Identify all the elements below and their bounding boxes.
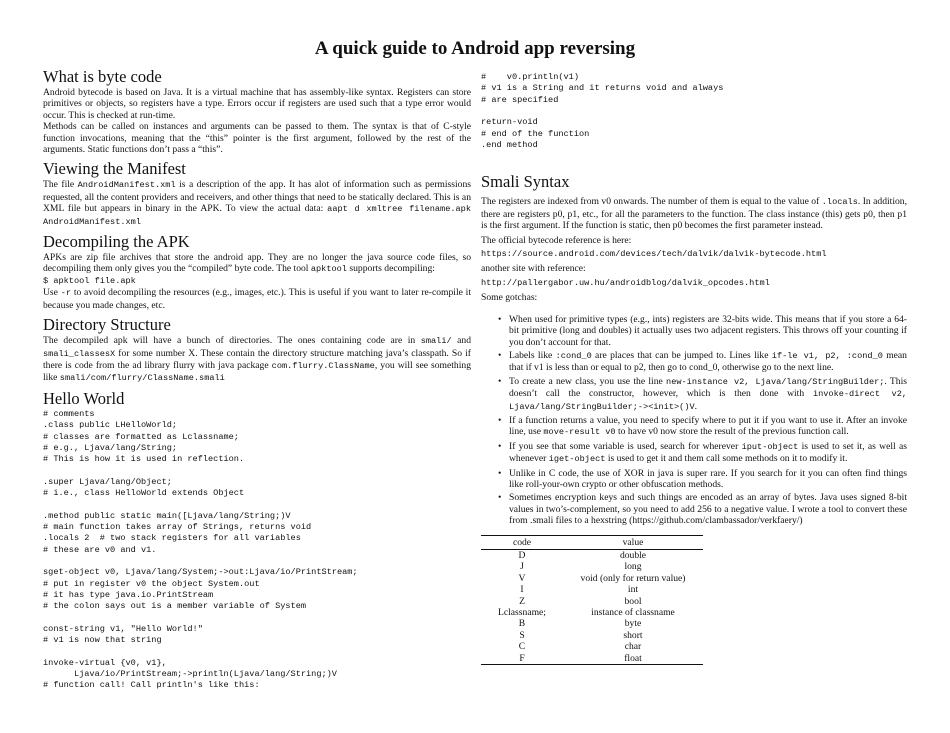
- hello-code-block-8: return-void # end of the function .end method: [481, 117, 590, 151]
- smali-text-2: . In addition, there are registers p0, p1, etc., for all the parameters to the function. The class instance (this) gets p0, then p1 is the first argument. If the function is static, then p0 becomes the first parameter instead.: [481, 196, 908, 232]
- manifest-paragraph: [43, 179, 471, 228]
- type-value-cell: float: [563, 653, 703, 665]
- section-heading-manifest: Viewing the Manifest: [43, 159, 186, 179]
- smali-paragraph-registers: [481, 196, 907, 231]
- hello-code-block-2: .super Ljava/lang/Object; # i.e., class HelloWorld extends Object: [43, 476, 245, 499]
- manifest-text-2: is a description of the app. It has alot of information such as permissions requested, all the content providers and receivers, and other things that need to be statically declared. This is an XML file but appears in binary in the APK. To view the actual data:: [43, 179, 472, 215]
- gotcha-vars-text-2: is used to set it, as well as whenever: [509, 440, 907, 465]
- decompile-text-1: APKs are zip file archives that store the android app. They are no longer the java source code files, so decompiling them only gives you the “compiled” byte code. The tool: [43, 252, 471, 275]
- table-row: [481, 561, 703, 572]
- type-table-header-value: value: [563, 535, 703, 549]
- gotcha-vars-code-2: iget-object: [548, 454, 606, 465]
- type-code-cell: J: [520, 561, 524, 573]
- manifest-text-1: The file: [43, 179, 78, 191]
- section-decompile: [43, 231, 471, 311]
- smali-reference-url: https://source.android.com/devices/tech/dalvik/dalvik-bytecode.html: [481, 249, 827, 260]
- gotcha-item-variables: [509, 441, 907, 466]
- hello-code-block-3: .method public static main([Ljava/lang/String;)V # main function takes array of Strings, returns void .locals 2 # two stack registers for all variables # these are v0 and v1.: [43, 510, 312, 555]
- gotcha-newclass-text-3: .: [694, 400, 698, 412]
- directory-text-2: and: [451, 335, 471, 347]
- type-table-header-row: [481, 535, 703, 549]
- gotcha-item-labels: [509, 350, 907, 374]
- gotcha-return-text-2: to have v0 now store the result of the previous function call.: [615, 426, 849, 438]
- type-value-cell: instance of classname: [591, 607, 675, 619]
- gotcha-item-encryption: • Sometimes encryption keys and such things are encoded as an array of bytes. Java uses signed 8-bit values in two’s-complement, so you need to add 256 to a negative value. I wrote a tool to convert these from .smali files to a hexstring (https://github.com/clambassador/verkfaery/): [509, 492, 907, 526]
- gotcha-labels-text-2: are places that can be jumped to. Lines like: [591, 349, 772, 361]
- type-code-cell: S: [519, 629, 525, 641]
- gotcha-newclass-code-1: new-instance v2, Ljava/lang/StringBuilder;: [666, 376, 885, 387]
- left-column: [43, 66, 471, 692]
- decompile-text-3: Use: [43, 287, 61, 299]
- type-value-cell: bool: [624, 595, 642, 607]
- smali-site-label: another site with reference:: [481, 263, 586, 275]
- type-code-cell: Z: [519, 595, 525, 607]
- manifest-code-file: AndroidManifest.xml: [77, 180, 176, 191]
- gotcha-labels-text-3: mean that if v1 is less than or equal to p2, then go to cond_0, otherwise go to the next line.: [509, 349, 907, 374]
- gotcha-vars-code-1: iput-object: [741, 441, 799, 452]
- gotcha-item-registers: • When used for primitive types (e.g., ints) registers are 32-bits wide. This means that if you store a 64-bit primitive (long and doubles) it actually uses two adjacent registers. This throws off your counting if you don’t account for that.: [509, 314, 907, 348]
- decompile-text-2: supports decompiling:: [346, 263, 435, 275]
- page-title: A quick guide to Android app reversing: [314, 38, 636, 59]
- hello-code-block-6: invoke-virtual {v0, v1}, Ljava/io/PrintStream;->println(Ljava/lang/String;)V # function call! Call println's like this:: [43, 657, 337, 691]
- gotcha-item-new-class: [509, 376, 907, 413]
- section-heading-bytecode: What is byte code: [43, 67, 162, 86]
- gotcha-labels-code-2: if-le v1, p2, :cond_0: [771, 350, 883, 361]
- table-row: [481, 618, 703, 629]
- table-row: [481, 641, 703, 652]
- type-table-header-code: code: [481, 535, 563, 549]
- table-row: [481, 653, 703, 665]
- gotcha-item-return-value: [509, 415, 907, 439]
- smali-text-1: The registers are indexed from v0 onwards. The number of them is equal to the value of: [481, 196, 822, 208]
- smali-reference-label: The official bytecode reference is here:: [481, 234, 632, 246]
- directory-text-3: for some number X. These contain the directory structure matching java’s classpath. So if there is code from the ad library flurry with java package: [43, 347, 471, 371]
- section-directory: [43, 314, 471, 385]
- gotcha-item-xor: • Unlike in C code, the use of XOR in java is super rare. If you search for it you can often find things like roll-your-own crypto or other obfuscation methods.: [509, 468, 907, 491]
- type-code-cell: Lclassname;: [498, 607, 546, 619]
- type-value-cell: char: [624, 641, 642, 653]
- directory-code-smali: smali/: [420, 336, 452, 347]
- table-row: [481, 630, 703, 641]
- type-value-cell: int: [627, 584, 639, 596]
- decompile-text-4: to avoid decompiling the resources (e.g., images, etc.). This is useful if you want to later re-compile it because you made changes, etc.: [43, 287, 471, 311]
- type-value-cell: long: [624, 561, 642, 573]
- smali-gotchas-label: Some gotchas:: [481, 292, 538, 304]
- smali-site-url: http://pallergabor.uw.hu/androidblog/dalvik_opcodes.html: [481, 277, 770, 288]
- gotcha-newclass-code-2: invoke-direct v2, Ljava/lang/StringBuilder;-><init>()V: [509, 389, 908, 412]
- decompile-code-flag: -r: [60, 288, 72, 299]
- manifest-code-command: aapt d xmltree filename.apk AndroidManifest.xml: [43, 204, 471, 227]
- section-hello-world: [43, 388, 471, 692]
- gotcha-newclass-text-1: To create a new class, you use the line: [509, 375, 667, 387]
- type-code-cell: I: [520, 584, 524, 596]
- gotcha-labels-code-1: :cond_0: [555, 350, 592, 361]
- section-heading-hello-world: Hello World: [43, 388, 125, 408]
- directory-code-package: com.flurry.ClassName: [271, 360, 375, 371]
- section-smali: [481, 171, 907, 526]
- decompile-code-tool: apktool: [310, 264, 347, 275]
- table-row: [481, 607, 703, 618]
- gotcha-return-code: move-result v0: [543, 427, 616, 438]
- type-value-cell: byte: [624, 618, 642, 630]
- gotcha-newclass-text-2: . This doesn’t call the constructor, however, which is then done with: [509, 375, 907, 400]
- gotcha-vars-text-3: is used to get it and them call some methods on it to modify it.: [605, 453, 848, 465]
- directory-text-1: The decompiled apk will have a bunch of directories. The ones containing code are in: [43, 335, 421, 347]
- section-manifest: [43, 158, 471, 228]
- directory-paragraph: [43, 335, 471, 385]
- table-row: [481, 550, 703, 562]
- type-value-cell: void (only for return value): [580, 572, 686, 584]
- table-row: [481, 596, 703, 607]
- type-code-cell: B: [518, 618, 526, 630]
- decompile-paragraph-1: [43, 252, 471, 276]
- gotchas-list: [481, 314, 907, 527]
- directory-code-classes: smali_classesX: [43, 348, 116, 359]
- hello-code-block-4: sget-object v0, Ljava/lang/System;->out:Ljava/io/PrintStream; # put in register v0 the object System.out # it has type java.io.PrintStream # the colon says out is a member variable of System: [43, 567, 358, 612]
- bytecode-paragraph-1: Android bytecode is based on Java. It is a virtual machine that has assembly-like syntax. Registers can store primitives or objects, so registers have a type. Errors occur if registers are used such that a type error would occur. This is checked at run-time.: [43, 87, 471, 121]
- gotcha-return-text-1: If a function returns a value, you need to specify where to put it if you want to use it. After an invoke line, use: [509, 414, 907, 438]
- hello-code-block-7: # v0.println(v1) # v1 is a String and it returns void and always # are specified: [481, 72, 724, 105]
- section-heading-smali: Smali Syntax: [481, 172, 570, 192]
- gotcha-vars-text-1: If you see that some variable is used, search for wherever: [509, 440, 742, 452]
- type-code-cell: V: [518, 572, 526, 584]
- type-value-cell: short: [623, 629, 643, 641]
- directory-text-4: , you will see something like: [43, 359, 471, 384]
- hello-code-block-5: const-string v1, "Hello World!" # v1 is now that string: [43, 623, 203, 646]
- type-code-cell: C: [518, 641, 526, 653]
- section-heading-decompile: Decompiling the APK: [43, 232, 190, 252]
- type-code-table: [481, 535, 703, 665]
- right-column: [481, 72, 907, 665]
- section-heading-directory: Directory Structure: [43, 315, 171, 335]
- smali-code-locals: .locals: [821, 197, 858, 208]
- gotcha-labels-text-1: Labels like: [509, 349, 556, 361]
- type-code-cell: D: [518, 550, 526, 561]
- directory-code-path: smali/com/flurry/ClassName.smali: [59, 373, 225, 384]
- bytecode-paragraph-2: Methods can be called on instances and arguments can be passed to them. The syntax is that of C-style function invocations, meaning that the “this” pointer is the first argument, followed by the rest of the arguments. Static functions don’t pass a “this”.: [43, 121, 471, 156]
- type-value-cell: double: [619, 550, 647, 561]
- decompile-paragraph-2: [43, 287, 471, 311]
- table-row: [481, 573, 703, 584]
- hello-code-block-1: # comments .class public LHelloWorld; # classes are formatted as Lclassname; # e.g., Ljava/lang/String; # This is how it is used in reflection.: [43, 408, 245, 465]
- section-bytecode: [43, 66, 471, 155]
- type-code-cell: F: [481, 653, 563, 665]
- table-row: [481, 584, 703, 595]
- decompile-command: $ apktool file.apk: [43, 275, 136, 286]
